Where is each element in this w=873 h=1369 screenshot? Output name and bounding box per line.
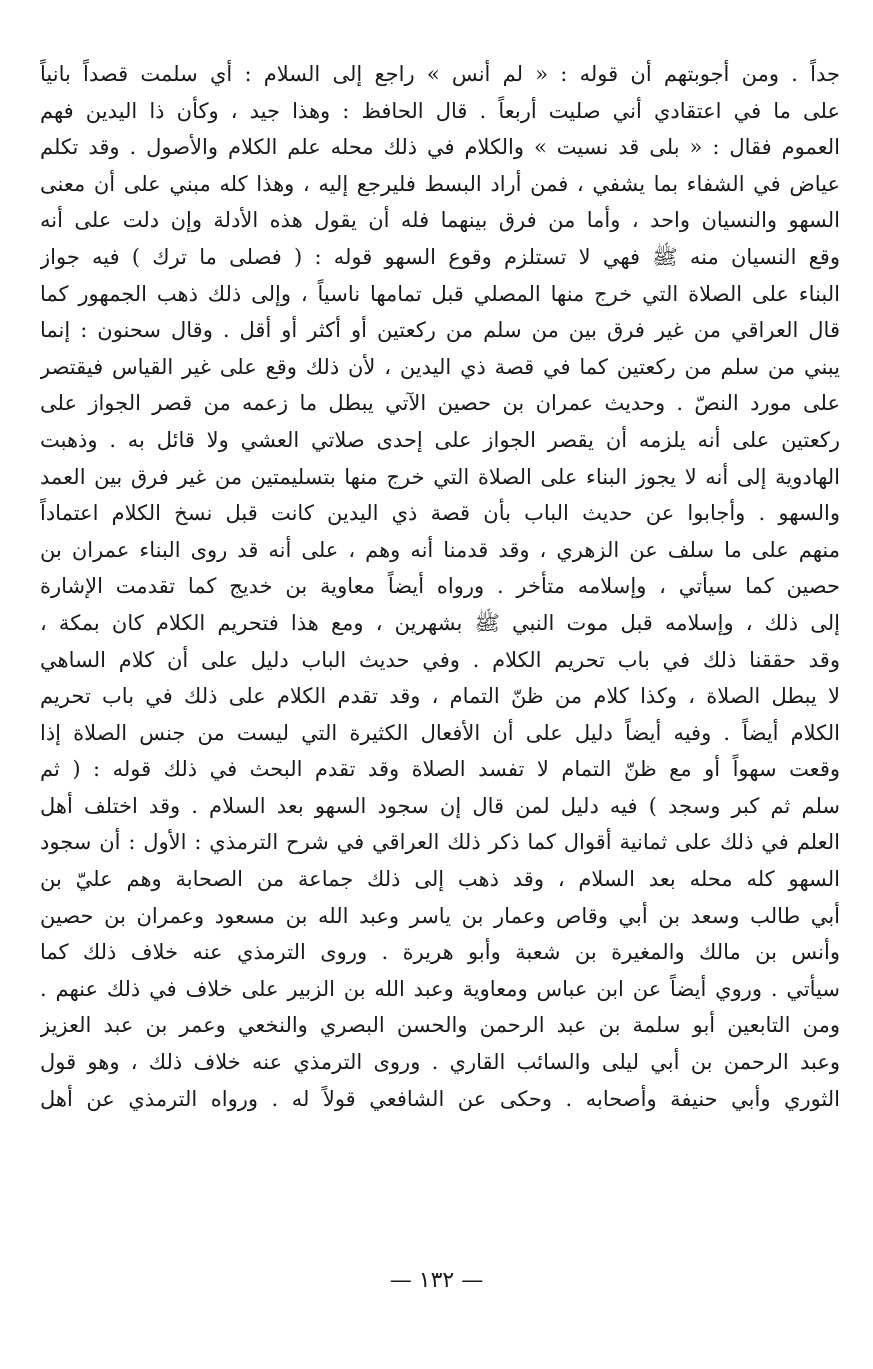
text-line: سيأتي . وروي أيضاً عن ابن عباس ومعاوية وعبد الله بن الزبير على خلاف في ذلك عنهم . (40, 976, 840, 1001)
page-number: — ١٣٢ — (389, 1268, 484, 1293)
text-line: الهادوية إلى أنه لا يجوز البناء على الصلاة التي خرج منها بتسليمتين من غير فرق بين العمد (40, 464, 840, 489)
text-line: العلم في ذلك على ثمانية أقوال كما ذكر ذلك العراقي في شرح الترمذي : الأول : أن سجود (40, 830, 840, 855)
text-line: العموم فقال : « بلى قد نسيت » والكلام في ذلك محله علم الكلام والأصول . وقد تكلم (40, 135, 840, 160)
text-line: سلم ثم كبر وسجد ) فيه دليل لمن قال إن سجود السهو بعد السلام . وقد اختلف أهل (40, 793, 840, 818)
text-line: على ما في اعتقادي أني صليت أربعاً . قال الحافظ : وهذا جيد ، وكأن ذا اليدين فهم (40, 98, 840, 123)
body-text (40, 56, 840, 1117)
text-line: يبني من سلم من ركعتين كما في قصة ذي اليدين ، لأن ذلك وقع على غير القياس فيقتصر (40, 354, 840, 379)
text-line: وأنس بن مالك والمغيرة بن شعبة وأبو هريرة . وروى الترمذي عنه خلاف ذلك كما (40, 940, 840, 965)
text-line: لا يبطل الصلاة ، وكذا كلام من ظنّ التمام ، وقد تقدم الكلام على ذلك في باب تحريم (40, 684, 840, 709)
text-line: السهو كله محله بعد السلام ، وقد ذهب إلى ذلك جماعة من الصحابة وهم عليّ بن (40, 867, 840, 892)
text-line: البناء على الصلاة التي خرج منها المصلي قبل تمامها ناسياً ، وإلى ذلك ذهب الجمهور كما (40, 281, 840, 306)
text-line: وقعت سهواً أو مع ظنّ التمام لا تفسد الصلاة وقد تقدم البحث في ذلك قوله : ( ثم (40, 757, 840, 782)
text-line: قال العراقي من غير فرق بين من سلم من ركعتين أو أكثر أو أقل . وقال سحنون : إنما (40, 318, 840, 343)
text-line: على مورد النصّ . وحديث عمران بن حصين الآتي يبطل ما زعمه من قصر الجواز على (40, 391, 840, 416)
text-line: والسهو . وأجابوا عن حديث الباب بأن قصة ذي اليدين كانت قبل نسخ الكلام اعتماداً (40, 501, 840, 526)
text-line: أبي طالب وسعد بن أبي وقاص وعمار بن ياسر وعبد الله بن مسعود وعمران بن حصين (40, 903, 840, 928)
text-line: ومن التابعين أبو سلمة بن عبد الرحمن والحسن البصري والنخعي وعمر بن عبد العزيز (40, 1013, 840, 1038)
text-line: ركعتين على أنه يلزمه أن يقصر الجواز على إحدى صلاتي العشي ولا قائل به . وذهبت (40, 427, 840, 452)
text-line: عياض في الشفاء بما يشفي ، فمن أراد البسط فليرجع إليه ، وهذا كله مبني على أن معنى (40, 171, 840, 196)
text-line: الكلام أيضاً . وفيه أيضاً دليل على أن الأفعال الكثيرة التي ليست من جنس الصلاة إذا (40, 720, 840, 745)
text-line: وقد حققنا ذلك في باب تحريم الكلام . وفي حديث الباب دليل على أن كلام الساهي (40, 647, 840, 672)
text-line: وقع النسيان منه ﷺ فهي لا تستلزم وقوع السهو قوله : ( فصلى ما ترك ) فيه جواز (40, 244, 840, 269)
text-line: منهم على ما سلف عن الزهري ، وقد قدمنا أنه وهم ، على أنه قد روى البناء عمران بن (40, 537, 840, 562)
text-line: إلى ذلك ، وإسلامه قبل موت النبي ﷺ بشهرين ، ومع هذا فتحريم الكلام كان بمكة ، (40, 610, 840, 635)
text-line: وعبد الرحمن بن أبي ليلى والسائب القاري . وروى الترمذي عنه خلاف ذلك ، وهو قول (40, 1050, 840, 1075)
text-line: حصين كما سيأتي ، وإسلامه متأخر . ورواه أيضاً معاوية بن خديج كما تقدمت الإشارة (40, 574, 840, 599)
text-line: جداً . ومن أجوبتهم أن قوله : « لم أنس » راجع إلى السلام : أي سلمت قصداً بانياً (40, 62, 840, 86)
text-line: الثوري وأبي حنيفة وأصحابه . وحكى عن الشافعي قولاً له . ورواه الترمذي عن أهل (40, 1086, 840, 1111)
text-line: السهو والنسيان واحد ، وأما من فرق بينهما فله أن يقول هذه الأدلة وإن دلت على أنه (40, 208, 840, 233)
